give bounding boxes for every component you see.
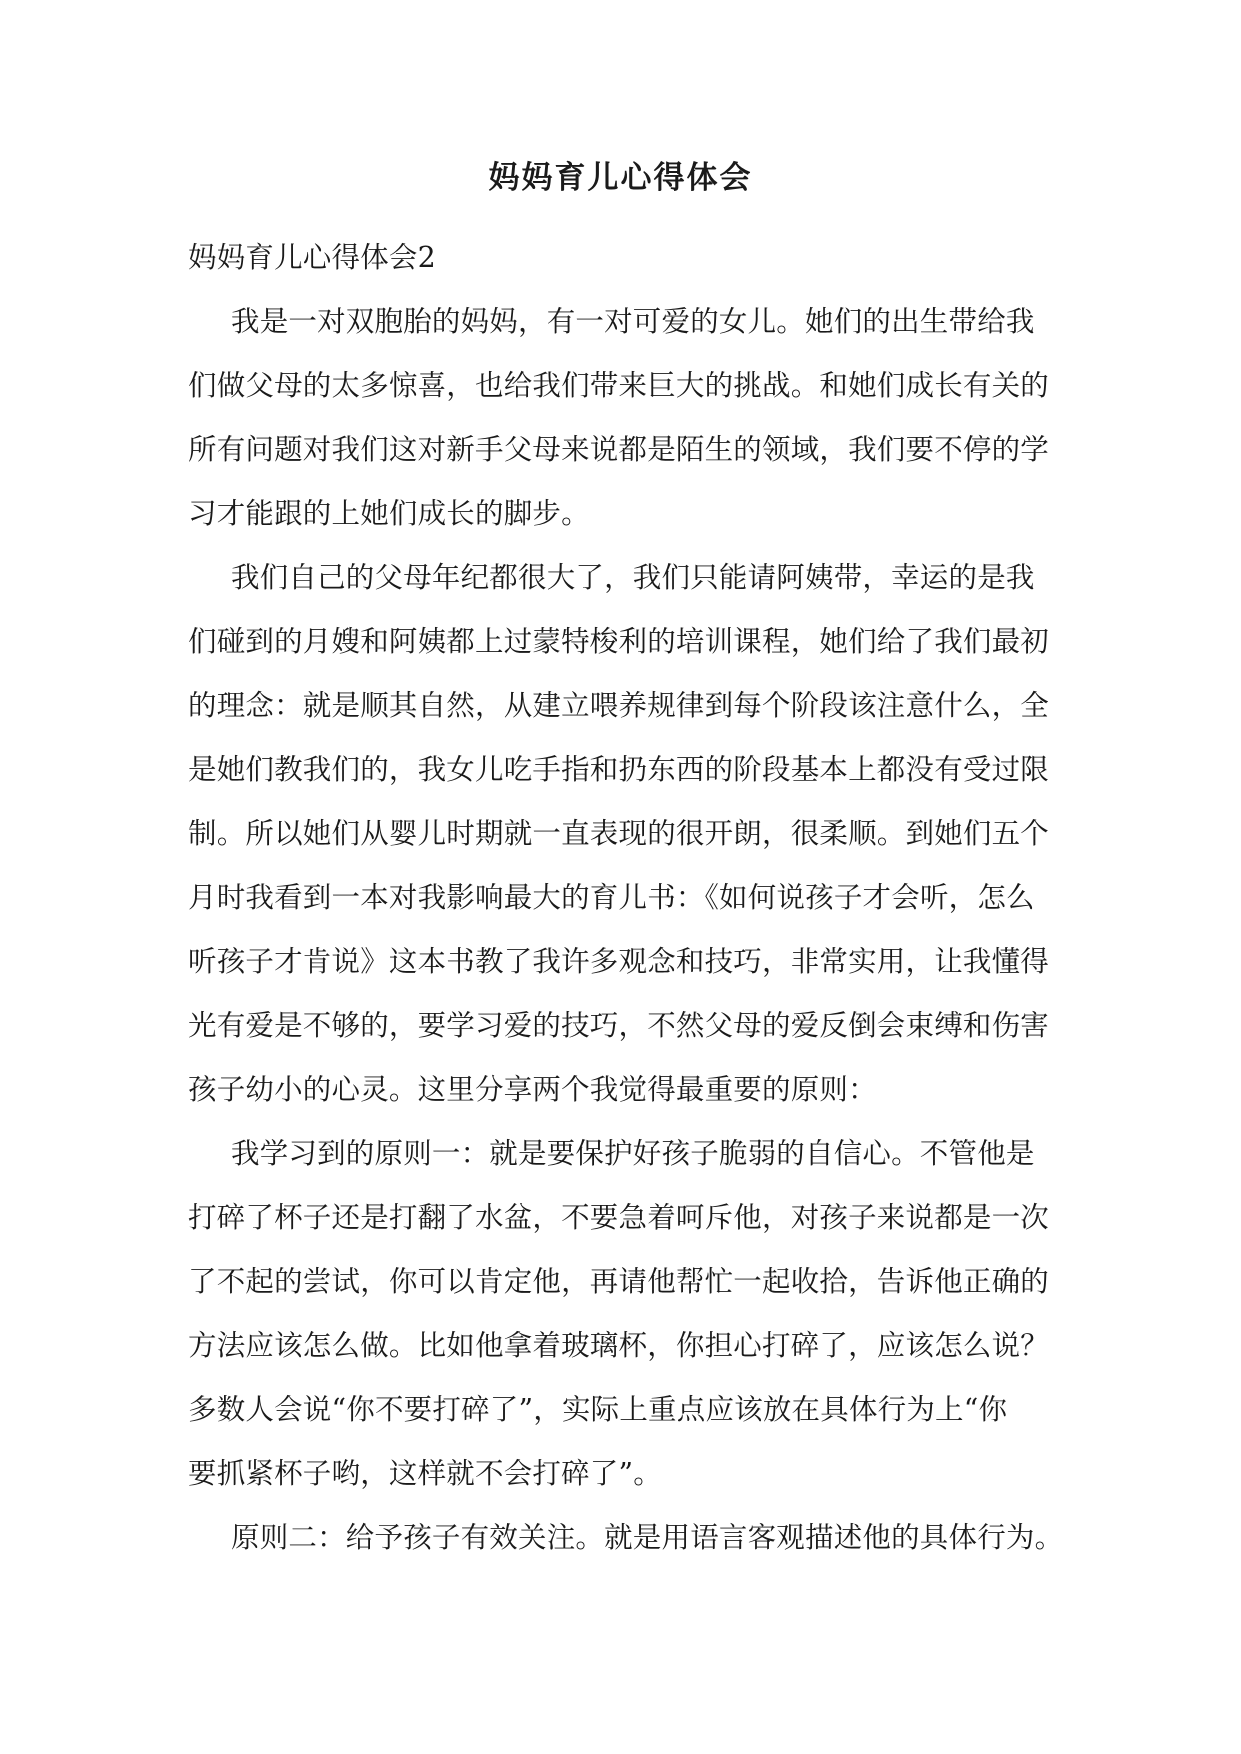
paragraph-2 bbox=[188, 546, 1063, 1122]
paragraph-line: 我们自己的父母年纪都很大了，我们只能请阿姨带，幸运的是我 bbox=[231, 561, 1035, 594]
paragraph-line: 方法应该怎么做。比如他拿着玻璃杯，你担心打碎了，应该怎么说？ bbox=[188, 1329, 1050, 1362]
paragraph-line: 们做父母的太多惊喜，也给我们带来巨大的挑战。和她们成长有关的 bbox=[188, 369, 1050, 402]
paragraph-line: 是她们教我们的，我女儿吃手指和扔东西的阶段基本上都没有受过限 bbox=[188, 753, 1050, 786]
document-subtitle: 妈妈育儿心得体会2 bbox=[188, 241, 436, 274]
paragraph-line: 制。所以她们从婴儿时期就一直表现的很开朗，很柔顺。到她们五个 bbox=[188, 817, 1050, 850]
paragraph-line: 要抓紧杯子哟，这样就不会打碎了”。 bbox=[188, 1457, 662, 1490]
paragraph-line: 月时我看到一本对我影响最大的育儿书：《如何说孩子才会听，怎么 bbox=[188, 881, 1035, 914]
paragraph-line: 了不起的尝试，你可以肯定他，再请他帮忙一起收拾，告诉他正确的 bbox=[188, 1265, 1050, 1298]
document-title: 妈妈育儿心得体会 bbox=[488, 160, 753, 196]
paragraph-line: 打碎了杯子还是打翻了水盆，不要急着呵斥他，对孩子来说都是一次 bbox=[188, 1201, 1050, 1234]
paragraph-line: 我是一对双胞胎的妈妈，有一对可爱的女儿。她们的出生带给我 bbox=[231, 305, 1035, 338]
document-body bbox=[188, 226, 1063, 1570]
paragraph-line: 所有问题对我们这对新手父母来说都是陌生的领域，我们要不停的学 bbox=[188, 433, 1050, 466]
paragraph-line: 习才能跟的上她们成长的脚步。 bbox=[188, 497, 590, 530]
paragraph-4 bbox=[188, 1506, 1063, 1570]
paragraph-line: 原则二：给予孩子有效关注。就是用语言客观描述他的具体行为。 bbox=[231, 1521, 1064, 1554]
paragraph-line: 我学习到的原则一：就是要保护好孩子脆弱的自信心。不管他是 bbox=[231, 1137, 1035, 1170]
paragraph-1 bbox=[188, 290, 1063, 546]
paragraph-line: 听孩子才肯说》这本书教了我许多观念和技巧，非常实用，让我懂得 bbox=[188, 945, 1050, 978]
paragraph-3 bbox=[188, 1122, 1063, 1506]
paragraph-line: 多数人会说“你不要打碎了”，实际上重点应该放在具体行为上“你 bbox=[188, 1393, 1008, 1426]
paragraph-line: 的理念：就是顺其自然，从建立喂养规律到每个阶段该注意什么，全 bbox=[188, 689, 1050, 722]
paragraph-line: 孩子幼小的心灵。这里分享两个我觉得最重要的原则： bbox=[188, 1073, 877, 1106]
paragraph-line: 们碰到的月嫂和阿姨都上过蒙特梭利的培训课程，她们给了我们最初 bbox=[188, 625, 1050, 658]
paragraph-line: 光有爱是不够的，要学习爱的技巧，不然父母的爱反倒会束缚和伤害 bbox=[188, 1009, 1050, 1042]
